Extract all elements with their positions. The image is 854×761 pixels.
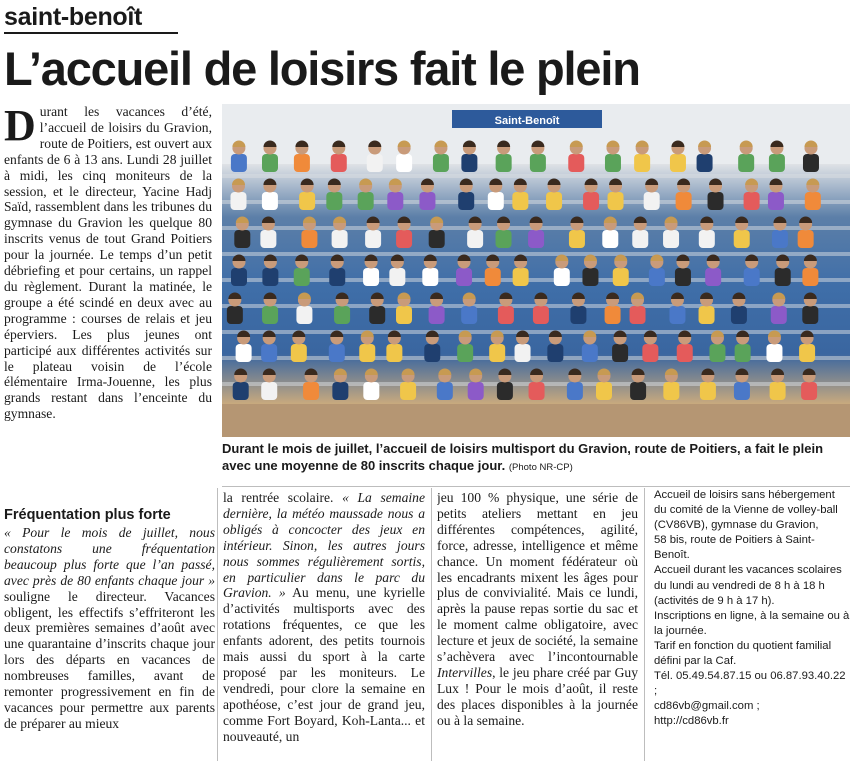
body-column-2 bbox=[223, 490, 425, 761]
person-figure bbox=[301, 217, 317, 249]
person-figure bbox=[515, 331, 531, 363]
person-figure bbox=[663, 217, 679, 249]
person-figure bbox=[488, 179, 504, 211]
body-column-3 bbox=[437, 490, 638, 761]
column-divider bbox=[644, 488, 645, 761]
person-figure bbox=[512, 179, 528, 211]
group-photo-illustration bbox=[222, 104, 850, 437]
person-figure bbox=[630, 369, 646, 400]
person-figure bbox=[602, 217, 618, 249]
person-figure bbox=[801, 369, 817, 400]
person-figure bbox=[437, 369, 453, 400]
person-figure bbox=[396, 293, 412, 325]
person-figure bbox=[775, 255, 791, 287]
person-figure bbox=[386, 331, 402, 363]
info-line: 58 bis, route de Poitiers à Saint-Benoît. bbox=[654, 534, 815, 562]
person-figure bbox=[605, 141, 621, 173]
person-figure bbox=[456, 255, 472, 287]
person-figure bbox=[231, 179, 247, 211]
person-figure bbox=[802, 293, 818, 325]
person-figure bbox=[708, 179, 724, 211]
person-figure bbox=[699, 217, 715, 249]
person-figure bbox=[770, 369, 786, 400]
person-figure bbox=[675, 255, 691, 287]
person-figure bbox=[642, 331, 658, 363]
person-figure bbox=[303, 369, 319, 400]
person-figure bbox=[670, 141, 686, 173]
body-text: Au menu, une kyrielle d’activités multisports avec des rotations fréquentes, ce que les enfants adorent, des petits tournois mais aussi du sport à la carte proposé par les moniteurs. Le vendredi, pour clore la semaine en apothéose, c’est jour de grand jeu, comme Fort Boyard, Koh-Lanta... et nouveauté, un bbox=[223, 585, 425, 744]
body-column-1 bbox=[4, 507, 215, 761]
person-figure bbox=[803, 141, 819, 173]
body-text: souligne le directeur. Vacances obligent, les effectifs s’effriteront les deux premières semaines d’août avec une quarantaine d’inscrits chaque jour lors des départs en vacances de nombreuses familles, avant de remonter progressivement en fin de vacances pour permettre aux parents de préparer au mieux bbox=[4, 588, 215, 731]
body-text: la rentrée scolaire. bbox=[223, 490, 343, 505]
person-figure bbox=[461, 141, 477, 173]
person-figure bbox=[546, 179, 562, 211]
person-figure bbox=[663, 369, 679, 400]
person-figure bbox=[262, 179, 278, 211]
column-divider bbox=[431, 488, 432, 761]
person-figure bbox=[363, 369, 379, 400]
group-photo bbox=[222, 104, 850, 437]
column-divider bbox=[217, 488, 218, 761]
person-figure bbox=[262, 255, 278, 287]
person-figure bbox=[400, 369, 416, 400]
person-figure bbox=[424, 331, 440, 362]
person-figure bbox=[547, 331, 563, 363]
photo-credit: (Photo NR-CP) bbox=[508, 461, 573, 473]
person-figure bbox=[496, 141, 512, 173]
person-figure bbox=[582, 255, 598, 287]
person-figure bbox=[677, 331, 693, 363]
person-figure bbox=[358, 179, 374, 211]
person-figure bbox=[363, 255, 379, 287]
person-figure bbox=[632, 217, 648, 249]
person-figure bbox=[568, 141, 584, 173]
person-figure bbox=[608, 179, 624, 211]
person-figure bbox=[291, 331, 307, 363]
person-figure bbox=[422, 255, 438, 287]
person-figure bbox=[260, 217, 276, 249]
info-line: Tarif en fonction du quotient familial défini par la Caf. bbox=[654, 639, 832, 668]
quote-text: « Pour le mois de juillet, nous constatons une fréquentation beaucoup plus forte que l’an passé, avec près de 80 enfants chaque jour » bbox=[4, 525, 215, 588]
person-figure bbox=[805, 179, 821, 211]
person-figure bbox=[497, 369, 513, 400]
headline: L’accueil de loisirs fait le plein bbox=[4, 42, 640, 95]
person-figure bbox=[766, 331, 782, 363]
person-figure bbox=[709, 331, 725, 363]
person-figure bbox=[513, 255, 529, 287]
person-figure bbox=[396, 141, 412, 173]
person-figure bbox=[676, 179, 692, 211]
person-figure bbox=[231, 141, 247, 172]
person-figure bbox=[744, 255, 760, 287]
info-line: Accueil de loisirs sans hébergement du comité de la Vienne de volley-ball (CV86VB), gymnase du Gravion, bbox=[654, 489, 838, 532]
person-figure bbox=[533, 293, 549, 325]
banner-text: Saint-Benoît bbox=[494, 115, 560, 127]
person-figure bbox=[326, 179, 342, 211]
person-figure bbox=[528, 217, 544, 249]
person-figure bbox=[802, 255, 818, 287]
person-figure bbox=[387, 179, 403, 211]
person-figure bbox=[261, 369, 277, 400]
person-figure bbox=[365, 217, 381, 249]
person-figure bbox=[332, 369, 348, 400]
person-figure bbox=[485, 255, 501, 287]
person-figure bbox=[734, 369, 750, 400]
person-figure bbox=[798, 217, 814, 249]
body-text: jeu 100 % physique, une série de petits ateliers mettant en jeu différentes compétences, agilité, force, adresse, intelligence et même chance. Un moment fédérateur où les encadrants mixent les âges pour plus de convivialité. Mais ce lundi, après la pause repas sortie du sac et le moment calme obligatoire, avec lecture et jeux de société, la semaine s’achèvera avec l’incontournable bbox=[437, 490, 638, 665]
person-figure bbox=[799, 331, 815, 363]
person-figure bbox=[738, 141, 754, 173]
italic-title: Intervilles bbox=[437, 664, 493, 680]
person-figure bbox=[296, 293, 312, 325]
person-figure bbox=[612, 331, 628, 363]
person-figure bbox=[458, 179, 474, 211]
person-figure bbox=[634, 141, 650, 173]
person-figure bbox=[613, 255, 629, 287]
body-text: , le jeu phare créé par Guy Lux ! Pour le mois d’août, il reste des places disponibles à la journée ou à la semaine. bbox=[437, 664, 638, 728]
person-figure bbox=[700, 369, 716, 400]
person-figure bbox=[771, 293, 787, 325]
person-figure bbox=[649, 255, 665, 287]
person-figure bbox=[369, 293, 385, 325]
practical-info-box bbox=[650, 488, 850, 761]
person-figure bbox=[429, 293, 445, 325]
person-figure bbox=[389, 255, 405, 287]
person-figure bbox=[359, 331, 375, 363]
person-figure bbox=[530, 141, 546, 173]
person-figure bbox=[457, 331, 473, 363]
info-line: cd86vb@gmail.com ; bbox=[654, 700, 760, 713]
person-figure bbox=[331, 141, 347, 173]
person-figure bbox=[299, 179, 315, 211]
person-figure bbox=[261, 331, 277, 363]
person-figure bbox=[768, 179, 784, 211]
person-figure bbox=[396, 217, 412, 249]
photo-caption bbox=[222, 441, 850, 476]
person-figure bbox=[227, 293, 243, 324]
person-figure bbox=[569, 217, 585, 249]
person-figure bbox=[262, 293, 278, 324]
person-figure bbox=[332, 217, 348, 249]
person-figure bbox=[334, 293, 350, 325]
person-figure bbox=[582, 331, 598, 363]
person-figure bbox=[769, 141, 785, 173]
person-figure bbox=[554, 255, 570, 287]
person-figure bbox=[467, 217, 483, 249]
person-figure bbox=[529, 369, 545, 400]
person-figure bbox=[294, 255, 310, 287]
person-figure bbox=[461, 293, 477, 325]
caption-text: Durant le mois de juillet, l’accueil de loisirs multisport du Gravion, route de Poitiers, a fait le plein avec une moyenne de 80 inscrits chaque jour. bbox=[222, 441, 824, 473]
person-figure bbox=[234, 217, 250, 248]
person-figure bbox=[294, 141, 310, 173]
person-figure bbox=[630, 293, 646, 325]
lead-text: urant les vacances d’été, l’accueil de loisirs du Gravion, route de Poitiers, est ouvert aux enfants de 6 à 13 ans. Lundi 28 juillet à midi, les cinq moniteurs de la session, et le directeur, Yacine Hadj Saïd, rassemblent dans les tribunes du gymnase du Gravion les quelque 80 inscrits venus de tout Grand Poitiers pour la journée. Le temps d’un petit débriefing et pour certains, un rappel du règlement. Durant la matinée, le groupe a été scindé en deux avec au programme : courses de relais et jeu éperviers. Les plus jeunes ont participé aux différentes activités sur le plateau voisin de l’école élémentaire Irma-Jouenne, les plus grands restant dans l’enceinte du gymnase. bbox=[4, 104, 212, 422]
person-figure bbox=[262, 141, 278, 173]
person-figure bbox=[705, 255, 721, 287]
person-figure bbox=[329, 331, 345, 363]
info-line: Accueil durant les vacances scolaires du lundi au vendredi de 8 h à 18 h (activités de 9 h à 17 h). bbox=[654, 564, 842, 607]
person-figure bbox=[489, 331, 505, 363]
info-line: Tél. 05.49.54.87.15 ou 06.87.93.40.22 ; bbox=[654, 670, 846, 698]
info-line: Inscriptions en ligne, à la semaine ou à la journée. bbox=[654, 609, 850, 637]
person-figure bbox=[429, 217, 445, 249]
person-figure bbox=[744, 179, 760, 211]
person-figure bbox=[329, 255, 345, 287]
person-figure bbox=[699, 293, 715, 325]
person-figure bbox=[644, 179, 660, 211]
person-figure bbox=[468, 369, 484, 400]
quote-text: « La semaine dernière, la météo maussade nous a obligés à concocter des jeux en intérieur. Sinon, les autres jours nous sommes régulièrement sortis, en particulier dans le parc du Gravion. » bbox=[223, 490, 425, 601]
person-figure bbox=[605, 293, 621, 325]
column-top-rule bbox=[222, 486, 850, 487]
person-figure bbox=[433, 141, 449, 173]
info-line: http://cd86vb.fr bbox=[654, 715, 729, 728]
person-figure bbox=[567, 369, 583, 400]
person-figure bbox=[596, 369, 612, 400]
person-figure bbox=[583, 179, 599, 211]
person-figure bbox=[498, 293, 514, 325]
person-figure bbox=[231, 255, 247, 286]
person-figure bbox=[233, 369, 249, 400]
person-figure bbox=[570, 293, 586, 325]
person-figure bbox=[419, 179, 435, 211]
person-figure bbox=[669, 293, 685, 325]
subheading: Fréquentation plus forte bbox=[4, 507, 171, 523]
person-figure bbox=[367, 141, 383, 173]
section-label: saint-benoît bbox=[4, 2, 178, 34]
person-figure bbox=[772, 217, 788, 249]
person-figure bbox=[496, 217, 512, 249]
person-figure bbox=[731, 293, 747, 325]
person-figure bbox=[735, 331, 751, 363]
person-figure bbox=[734, 217, 750, 249]
drop-cap: D bbox=[4, 104, 36, 150]
lead-paragraph bbox=[4, 104, 212, 487]
person-figure bbox=[236, 331, 252, 363]
person-figure bbox=[697, 141, 713, 173]
